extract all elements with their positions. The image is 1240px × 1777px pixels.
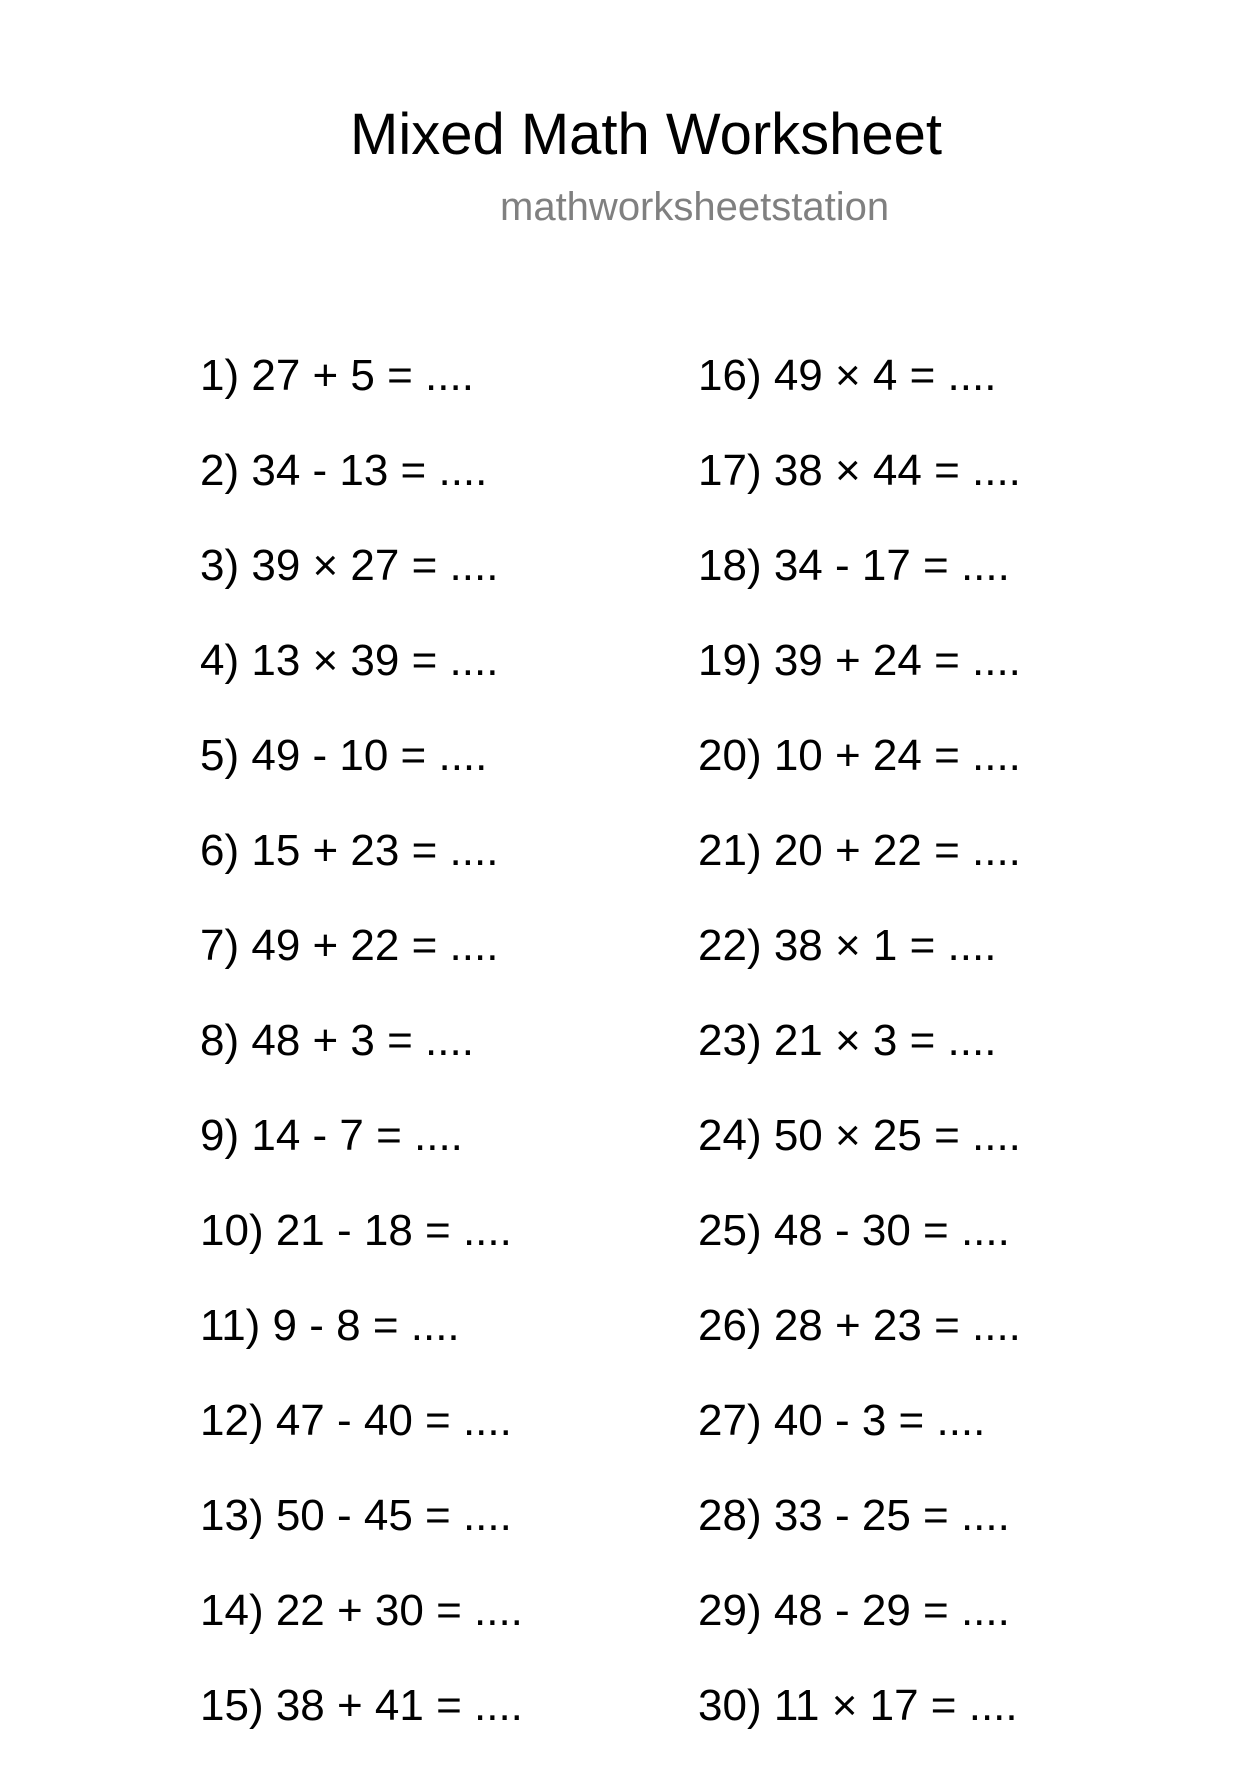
- problem-item: 21) 20 + 22 = ....: [698, 826, 1021, 875]
- problem-item: 26) 28 + 23 = ....: [698, 1301, 1021, 1350]
- problem-item: 1) 27 + 5 = ....: [200, 351, 474, 400]
- problem-item: 23) 21 × 3 = ....: [698, 1016, 997, 1065]
- problem-item: 28) 33 - 25 = ....: [698, 1491, 1010, 1540]
- problem-item: 13) 50 - 45 = ....: [200, 1491, 512, 1540]
- problem-item: 9) 14 - 7 = ....: [200, 1111, 463, 1160]
- problem-item: 27) 40 - 3 = ....: [698, 1396, 986, 1445]
- problem-item: 16) 49 × 4 = ....: [698, 351, 997, 400]
- page-subtitle: mathworksheetstation: [500, 185, 890, 229]
- problem-item: 2) 34 - 13 = ....: [200, 446, 488, 495]
- problem-item: 19) 39 + 24 = ....: [698, 636, 1021, 685]
- problem-item: 15) 38 + 41 = ....: [200, 1681, 523, 1730]
- problem-item: 5) 49 - 10 = ....: [200, 731, 488, 780]
- problem-column-right: [698, 352, 1148, 1777]
- problem-item: 30) 11 × 17 = ....: [698, 1681, 1018, 1730]
- page-title: Mixed Math Worksheet: [350, 102, 943, 167]
- problem-item: 25) 48 - 30 = ....: [698, 1206, 1010, 1255]
- problem-item: 14) 22 + 30 = ....: [200, 1586, 523, 1635]
- problem-item: 8) 48 + 3 = ....: [200, 1016, 474, 1065]
- problem-item: 3) 39 × 27 = ....: [200, 541, 499, 590]
- problem-item: 18) 34 - 17 = ....: [698, 541, 1010, 590]
- problem-item: 6) 15 + 23 = ....: [200, 826, 499, 875]
- problem-item: 29) 48 - 29 = ....: [698, 1586, 1010, 1635]
- problem-item: 10) 21 - 18 = ....: [200, 1206, 512, 1255]
- problem-item: 12) 47 - 40 = ....: [200, 1396, 512, 1445]
- problem-item: 7) 49 + 22 = ....: [200, 921, 499, 970]
- problem-item: 17) 38 × 44 = ....: [698, 446, 1021, 495]
- problem-column-left: [200, 352, 650, 1777]
- problem-item: 4) 13 × 39 = ....: [200, 636, 499, 685]
- problem-item: 22) 38 × 1 = ....: [698, 921, 997, 970]
- problem-item: 24) 50 × 25 = ....: [698, 1111, 1021, 1160]
- problem-item: 20) 10 + 24 = ....: [698, 731, 1021, 780]
- problem-item: 11) 9 - 8 = ....: [200, 1301, 460, 1350]
